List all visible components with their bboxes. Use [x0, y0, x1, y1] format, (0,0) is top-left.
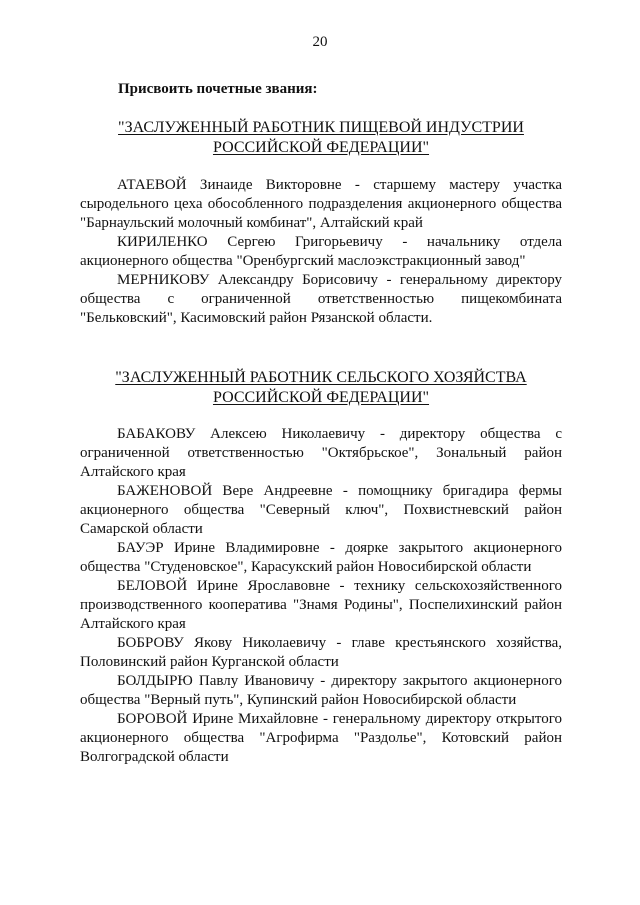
entries-agriculture [80, 425, 562, 767]
award-entry: МЕРНИКОВУ Александру Борисовичу - генеральному директору общества с ограниченной ответственностью пищекомбината "Бельковский", Касимовский район Рязанской области. [80, 272, 562, 326]
award-entry: БАУЭР Ирине Владимировне - доярке закрытого акционерного общества "Студеновское", Карасукский район Новосибирской области [80, 540, 562, 575]
award-entry: БЕЛОВОЙ Ирине Ярославовне - технику сельскохозяйственного производственного кооператива "Знамя Родины", Поспелихинский район Алтайского края [80, 578, 562, 632]
section-title-agriculture [80, 368, 562, 408]
award-entry: БОЛДЫРЮ Павлу Ивановичу - директору закрытого акционерного общества "Верный путь", Купинский район Новосибирской области [80, 673, 562, 708]
award-entry: БАЖЕНОВОЙ Вере Андреевне - помощнику бригадира фермы акционерного общества "Северный ключ", Похвистневский район Самарской области [80, 483, 562, 537]
award-entry: БОРОВОЙ Ирине Михайловне - генеральному директору открытого акционерного общества "Агрофирма "Раздолье", Котовский район Волгоградской области [80, 711, 562, 765]
page-number: 20 [312, 34, 328, 50]
award-entry: АТАЕВОЙ Зинаиде Викторовне - старшему мастеру участка сыродельного цеха обособленного подразделения акционерного общества "Барнаульский молочный комбинат", Алтайский край [80, 177, 562, 231]
entries-food-industry [80, 176, 562, 328]
award-entry: БОБРОВУ Якову Николаевичу - главе крестьянского хозяйства, Половинский район Курганской области [80, 635, 562, 670]
award-entry: КИРИЛЕНКО Сергею Григорьевичу - начальнику отдела акционерного общества "Оренбургский маслоэкстракционный завод" [80, 234, 562, 269]
section-title-line: "ЗАСЛУЖЕННЫЙ РАБОТНИК ПИЩЕВОЙ ИНДУСТРИИ [118, 119, 524, 136]
section-title-line: "ЗАСЛУЖЕННЫЙ РАБОТНИК СЕЛЬСКОГО ХОЗЯЙСТВА [115, 369, 527, 386]
intro-heading: Присвоить почетные звания: [118, 81, 318, 97]
section-title-line: РОССИЙСКОЙ ФЕДЕРАЦИИ" [212, 139, 430, 156]
section-title-line: РОССИЙСКОЙ ФЕДЕРАЦИИ" [212, 389, 430, 406]
award-entry: БАБАКОВУ Алексею Николаевичу - директору общества с ограниченной ответственностью "Октябрьское", Зональный район Алтайского края [80, 426, 562, 480]
section-title-food-industry [80, 118, 562, 158]
